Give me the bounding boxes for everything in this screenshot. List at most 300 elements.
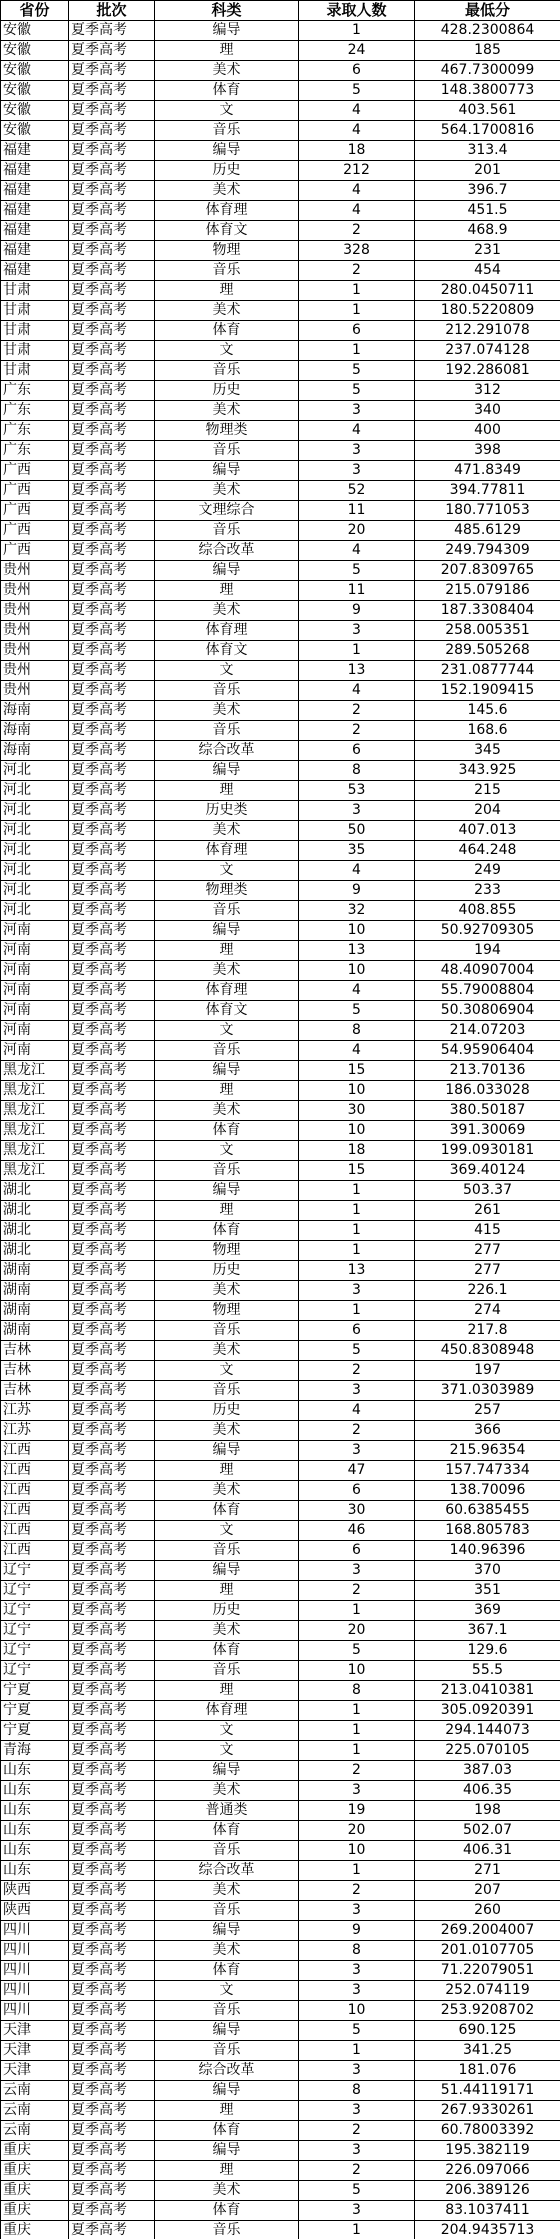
- cell-admitted-count[interactable]: 3: [299, 1561, 415, 1581]
- cell-min-score[interactable]: 214.07203: [415, 1021, 560, 1041]
- cell-batch[interactable]: 夏季高考: [69, 441, 155, 461]
- cell-category[interactable]: 体育: [155, 2121, 299, 2141]
- cell-admitted-count[interactable]: 5: [299, 2021, 415, 2041]
- cell-province[interactable]: 贵州: [1, 661, 69, 681]
- cell-category[interactable]: 音乐: [155, 121, 299, 141]
- cell-province[interactable]: 天津: [1, 2021, 69, 2041]
- cell-min-score[interactable]: 226.097066: [415, 2161, 560, 2181]
- cell-min-score[interactable]: 503.37: [415, 1181, 560, 1201]
- cell-admitted-count[interactable]: 4: [299, 201, 415, 221]
- cell-admitted-count[interactable]: 1: [299, 301, 415, 321]
- cell-category[interactable]: 文: [155, 1521, 299, 1541]
- cell-min-score[interactable]: 213.0410381: [415, 1681, 560, 1701]
- cell-batch[interactable]: 夏季高考: [69, 421, 155, 441]
- cell-category[interactable]: 历史: [155, 1401, 299, 1421]
- cell-batch[interactable]: 夏季高考: [69, 1561, 155, 1581]
- cell-province[interactable]: 宁夏: [1, 1721, 69, 1741]
- cell-admitted-count[interactable]: 4: [299, 421, 415, 441]
- cell-province[interactable]: 河南: [1, 981, 69, 1001]
- cell-min-score[interactable]: 454: [415, 261, 560, 281]
- cell-batch[interactable]: 夏季高考: [69, 621, 155, 641]
- cell-province[interactable]: 辽宁: [1, 1601, 69, 1621]
- cell-admitted-count[interactable]: 20: [299, 1821, 415, 1841]
- cell-min-score[interactable]: 367.1: [415, 1621, 560, 1641]
- cell-category[interactable]: 体育: [155, 2201, 299, 2221]
- cell-category[interactable]: 体育: [155, 1641, 299, 1661]
- cell-province[interactable]: 贵州: [1, 641, 69, 661]
- cell-min-score[interactable]: 55.79008804: [415, 981, 560, 1001]
- cell-category[interactable]: 体育理: [155, 621, 299, 641]
- cell-admitted-count[interactable]: 2: [299, 221, 415, 241]
- cell-province[interactable]: 安徽: [1, 81, 69, 101]
- cell-min-score[interactable]: 371.0303989: [415, 1381, 560, 1401]
- cell-batch[interactable]: 夏季高考: [69, 1621, 155, 1641]
- cell-batch[interactable]: 夏季高考: [69, 641, 155, 661]
- cell-batch[interactable]: 夏季高考: [69, 981, 155, 1001]
- cell-category[interactable]: 理: [155, 1201, 299, 1221]
- cell-min-score[interactable]: 289.505268: [415, 641, 560, 661]
- cell-admitted-count[interactable]: 10: [299, 1841, 415, 1861]
- cell-min-score[interactable]: 403.561: [415, 101, 560, 121]
- cell-province[interactable]: 河南: [1, 1041, 69, 1061]
- cell-min-score[interactable]: 180.771053: [415, 501, 560, 521]
- cell-min-score[interactable]: 60.6385455: [415, 1501, 560, 1521]
- cell-admitted-count[interactable]: 18: [299, 141, 415, 161]
- cell-admitted-count[interactable]: 3: [299, 1381, 415, 1401]
- cell-batch[interactable]: 夏季高考: [69, 1781, 155, 1801]
- cell-min-score[interactable]: 391.30069: [415, 1121, 560, 1141]
- cell-admitted-count[interactable]: 46: [299, 1521, 415, 1541]
- cell-admitted-count[interactable]: 9: [299, 1921, 415, 1941]
- cell-province[interactable]: 黑龙江: [1, 1081, 69, 1101]
- cell-batch[interactable]: 夏季高考: [69, 1941, 155, 1961]
- cell-batch[interactable]: 夏季高考: [69, 2001, 155, 2021]
- cell-min-score[interactable]: 217.8: [415, 1321, 560, 1341]
- header-category[interactable]: 科类: [155, 1, 299, 21]
- cell-min-score[interactable]: 450.8308948: [415, 1341, 560, 1361]
- cell-min-score[interactable]: 186.033028: [415, 1081, 560, 1101]
- cell-category[interactable]: 理: [155, 1681, 299, 1701]
- cell-admitted-count[interactable]: 10: [299, 2001, 415, 2021]
- cell-min-score[interactable]: 83.1037411: [415, 2201, 560, 2221]
- cell-min-score[interactable]: 464.248: [415, 841, 560, 861]
- cell-category[interactable]: 音乐: [155, 441, 299, 461]
- cell-batch[interactable]: 夏季高考: [69, 841, 155, 861]
- cell-category[interactable]: 音乐: [155, 901, 299, 921]
- cell-admitted-count[interactable]: 1: [299, 1241, 415, 1261]
- cell-admitted-count[interactable]: 5: [299, 81, 415, 101]
- cell-min-score[interactable]: 60.78003392: [415, 2121, 560, 2141]
- cell-min-score[interactable]: 213.70136: [415, 1061, 560, 1081]
- cell-batch[interactable]: 夏季高考: [69, 761, 155, 781]
- cell-admitted-count[interactable]: 1: [299, 1741, 415, 1761]
- cell-province[interactable]: 江西: [1, 1441, 69, 1461]
- cell-admitted-count[interactable]: 1: [299, 2221, 415, 2239]
- cell-admitted-count[interactable]: 3: [299, 401, 415, 421]
- cell-admitted-count[interactable]: 19: [299, 1801, 415, 1821]
- cell-province[interactable]: 江西: [1, 1541, 69, 1561]
- cell-province[interactable]: 湖南: [1, 1281, 69, 1301]
- cell-province[interactable]: 青海: [1, 1741, 69, 1761]
- cell-province[interactable]: 海南: [1, 701, 69, 721]
- cell-category[interactable]: 音乐: [155, 2221, 299, 2239]
- cell-batch[interactable]: 夏季高考: [69, 2021, 155, 2041]
- cell-province[interactable]: 河北: [1, 861, 69, 881]
- cell-min-score[interactable]: 54.95906404: [415, 1041, 560, 1061]
- cell-province[interactable]: 辽宁: [1, 1621, 69, 1641]
- cell-min-score[interactable]: 415: [415, 1221, 560, 1241]
- cell-province[interactable]: 河北: [1, 821, 69, 841]
- cell-province[interactable]: 河南: [1, 1021, 69, 1041]
- cell-min-score[interactable]: 212.291078: [415, 321, 560, 341]
- cell-category[interactable]: 文: [155, 861, 299, 881]
- cell-batch[interactable]: 夏季高考: [69, 101, 155, 121]
- cell-min-score[interactable]: 468.9: [415, 221, 560, 241]
- cell-admitted-count[interactable]: 2: [299, 1581, 415, 1601]
- cell-province[interactable]: 甘肃: [1, 301, 69, 321]
- cell-category[interactable]: 体育: [155, 1821, 299, 1841]
- cell-min-score[interactable]: 277: [415, 1261, 560, 1281]
- cell-batch[interactable]: 夏季高考: [69, 721, 155, 741]
- cell-province[interactable]: 吉林: [1, 1381, 69, 1401]
- cell-batch[interactable]: 夏季高考: [69, 2061, 155, 2081]
- cell-admitted-count[interactable]: 5: [299, 381, 415, 401]
- cell-admitted-count[interactable]: 11: [299, 581, 415, 601]
- cell-province[interactable]: 广东: [1, 401, 69, 421]
- cell-batch[interactable]: 夏季高考: [69, 701, 155, 721]
- cell-admitted-count[interactable]: 2: [299, 2121, 415, 2141]
- cell-batch[interactable]: 夏季高考: [69, 801, 155, 821]
- cell-admitted-count[interactable]: 1: [299, 1181, 415, 1201]
- cell-province[interactable]: 湖北: [1, 1221, 69, 1241]
- cell-batch[interactable]: 夏季高考: [69, 1421, 155, 1441]
- cell-min-score[interactable]: 253.9208702: [415, 2001, 560, 2021]
- cell-admitted-count[interactable]: 1: [299, 1301, 415, 1321]
- cell-province[interactable]: 贵州: [1, 681, 69, 701]
- cell-batch[interactable]: 夏季高考: [69, 541, 155, 561]
- cell-min-score[interactable]: 564.1700816: [415, 121, 560, 141]
- cell-province[interactable]: 河北: [1, 801, 69, 821]
- cell-admitted-count[interactable]: 6: [299, 1481, 415, 1501]
- cell-category[interactable]: 体育: [155, 81, 299, 101]
- cell-batch[interactable]: 夏季高考: [69, 461, 155, 481]
- cell-province[interactable]: 湖北: [1, 1181, 69, 1201]
- cell-category[interactable]: 音乐: [155, 1321, 299, 1341]
- cell-province[interactable]: 广西: [1, 541, 69, 561]
- header-province[interactable]: 省份: [1, 1, 69, 21]
- cell-batch[interactable]: 夏季高考: [69, 181, 155, 201]
- cell-province[interactable]: 重庆: [1, 2181, 69, 2201]
- cell-admitted-count[interactable]: 3: [299, 2141, 415, 2161]
- cell-min-score[interactable]: 341.25: [415, 2041, 560, 2061]
- cell-admitted-count[interactable]: 10: [299, 1121, 415, 1141]
- cell-min-score[interactable]: 261: [415, 1201, 560, 1221]
- cell-province[interactable]: 广西: [1, 461, 69, 481]
- cell-batch[interactable]: 夏季高考: [69, 561, 155, 581]
- cell-min-score[interactable]: 168.6: [415, 721, 560, 741]
- cell-province[interactable]: 贵州: [1, 581, 69, 601]
- cell-province[interactable]: 四川: [1, 1921, 69, 1941]
- cell-batch[interactable]: 夏季高考: [69, 481, 155, 501]
- header-min-score[interactable]: 最低分: [415, 1, 560, 21]
- cell-admitted-count[interactable]: 5: [299, 1341, 415, 1361]
- cell-min-score[interactable]: 271: [415, 1861, 560, 1881]
- cell-category[interactable]: 物理类: [155, 421, 299, 441]
- cell-province[interactable]: 黑龙江: [1, 1061, 69, 1081]
- cell-admitted-count[interactable]: 32: [299, 901, 415, 921]
- cell-admitted-count[interactable]: 3: [299, 1781, 415, 1801]
- cell-category[interactable]: 综合改革: [155, 741, 299, 761]
- cell-admitted-count[interactable]: 5: [299, 561, 415, 581]
- cell-category[interactable]: 物理: [155, 1301, 299, 1321]
- cell-batch[interactable]: 夏季高考: [69, 341, 155, 361]
- cell-admitted-count[interactable]: 18: [299, 1141, 415, 1161]
- cell-category[interactable]: 编导: [155, 1561, 299, 1581]
- cell-province[interactable]: 湖南: [1, 1261, 69, 1281]
- cell-batch[interactable]: 夏季高考: [69, 1441, 155, 1461]
- cell-min-score[interactable]: 260: [415, 1901, 560, 1921]
- cell-admitted-count[interactable]: 13: [299, 1261, 415, 1281]
- cell-batch[interactable]: 夏季高考: [69, 1181, 155, 1201]
- cell-province[interactable]: 安徽: [1, 61, 69, 81]
- cell-province[interactable]: 湖北: [1, 1241, 69, 1261]
- cell-category[interactable]: 音乐: [155, 1041, 299, 1061]
- cell-min-score[interactable]: 198: [415, 1801, 560, 1821]
- cell-category[interactable]: 编导: [155, 2141, 299, 2161]
- cell-category[interactable]: 编导: [155, 21, 299, 41]
- header-batch[interactable]: 批次: [69, 1, 155, 21]
- cell-province[interactable]: 河北: [1, 841, 69, 861]
- cell-batch[interactable]: 夏季高考: [69, 1121, 155, 1141]
- cell-min-score[interactable]: 351: [415, 1581, 560, 1601]
- cell-min-score[interactable]: 237.074128: [415, 341, 560, 361]
- cell-province[interactable]: 河南: [1, 941, 69, 961]
- cell-category[interactable]: 体育文: [155, 641, 299, 661]
- cell-admitted-count[interactable]: 4: [299, 181, 415, 201]
- cell-batch[interactable]: 夏季高考: [69, 1921, 155, 1941]
- cell-province[interactable]: 福建: [1, 161, 69, 181]
- cell-category[interactable]: 美术: [155, 821, 299, 841]
- cell-batch[interactable]: 夏季高考: [69, 1081, 155, 1101]
- cell-admitted-count[interactable]: 9: [299, 601, 415, 621]
- cell-admitted-count[interactable]: 6: [299, 741, 415, 761]
- cell-category[interactable]: 美术: [155, 481, 299, 501]
- cell-batch[interactable]: 夏季高考: [69, 1001, 155, 1021]
- cell-batch[interactable]: 夏季高考: [69, 321, 155, 341]
- cell-admitted-count[interactable]: 2: [299, 1361, 415, 1381]
- cell-province[interactable]: 福建: [1, 261, 69, 281]
- cell-min-score[interactable]: 197: [415, 1361, 560, 1381]
- cell-admitted-count[interactable]: 13: [299, 661, 415, 681]
- cell-min-score[interactable]: 148.3800773: [415, 81, 560, 101]
- cell-batch[interactable]: 夏季高考: [69, 1281, 155, 1301]
- cell-province[interactable]: 山东: [1, 1781, 69, 1801]
- cell-min-score[interactable]: 226.1: [415, 1281, 560, 1301]
- cell-batch[interactable]: 夏季高考: [69, 221, 155, 241]
- cell-province[interactable]: 陕西: [1, 1881, 69, 1901]
- cell-min-score[interactable]: 225.070105: [415, 1741, 560, 1761]
- cell-batch[interactable]: 夏季高考: [69, 901, 155, 921]
- cell-category[interactable]: 编导: [155, 141, 299, 161]
- cell-province[interactable]: 湖南: [1, 1321, 69, 1341]
- cell-province[interactable]: 黑龙江: [1, 1161, 69, 1181]
- cell-admitted-count[interactable]: 1: [299, 1861, 415, 1881]
- cell-min-score[interactable]: 277: [415, 1241, 560, 1261]
- cell-category[interactable]: 编导: [155, 921, 299, 941]
- cell-province[interactable]: 海南: [1, 741, 69, 761]
- cell-batch[interactable]: 夏季高考: [69, 1661, 155, 1681]
- cell-batch[interactable]: 夏季高考: [69, 1521, 155, 1541]
- cell-province[interactable]: 甘肃: [1, 361, 69, 381]
- cell-category[interactable]: 理: [155, 941, 299, 961]
- cell-category[interactable]: 体育文: [155, 1001, 299, 1021]
- cell-category[interactable]: 美术: [155, 1421, 299, 1441]
- cell-min-score[interactable]: 215: [415, 781, 560, 801]
- cell-min-score[interactable]: 280.0450711: [415, 281, 560, 301]
- cell-category[interactable]: 编导: [155, 1921, 299, 1941]
- cell-category[interactable]: 普通类: [155, 1801, 299, 1821]
- cell-category[interactable]: 理: [155, 2101, 299, 2121]
- cell-min-score[interactable]: 233: [415, 881, 560, 901]
- cell-province[interactable]: 海南: [1, 721, 69, 741]
- cell-admitted-count[interactable]: 47: [299, 1461, 415, 1481]
- cell-batch[interactable]: 夏季高考: [69, 1261, 155, 1281]
- cell-category[interactable]: 音乐: [155, 2041, 299, 2061]
- cell-min-score[interactable]: 51.44119171: [415, 2081, 560, 2101]
- cell-admitted-count[interactable]: 2: [299, 701, 415, 721]
- cell-admitted-count[interactable]: 1: [299, 21, 415, 41]
- cell-province[interactable]: 广西: [1, 481, 69, 501]
- cell-batch[interactable]: 夏季高考: [69, 1601, 155, 1621]
- cell-batch[interactable]: 夏季高考: [69, 1221, 155, 1241]
- cell-province[interactable]: 河北: [1, 881, 69, 901]
- cell-province[interactable]: 河南: [1, 1001, 69, 1021]
- cell-province[interactable]: 云南: [1, 2101, 69, 2121]
- cell-admitted-count[interactable]: 8: [299, 761, 415, 781]
- cell-category[interactable]: 理: [155, 281, 299, 301]
- cell-admitted-count[interactable]: 3: [299, 1441, 415, 1461]
- cell-min-score[interactable]: 407.013: [415, 821, 560, 841]
- cell-admitted-count[interactable]: 5: [299, 1001, 415, 1021]
- cell-admitted-count[interactable]: 30: [299, 1101, 415, 1121]
- cell-min-score[interactable]: 394.77811: [415, 481, 560, 501]
- cell-min-score[interactable]: 201.0107705: [415, 1941, 560, 1961]
- cell-category[interactable]: 文: [155, 341, 299, 361]
- cell-min-score[interactable]: 181.076: [415, 2061, 560, 2081]
- cell-category[interactable]: 历史类: [155, 801, 299, 821]
- cell-category[interactable]: 历史: [155, 381, 299, 401]
- cell-min-score[interactable]: 467.7300099: [415, 61, 560, 81]
- cell-min-score[interactable]: 387.03: [415, 1761, 560, 1781]
- cell-category[interactable]: 文: [155, 1361, 299, 1381]
- cell-admitted-count[interactable]: 15: [299, 1061, 415, 1081]
- cell-min-score[interactable]: 398: [415, 441, 560, 461]
- cell-batch[interactable]: 夏季高考: [69, 1861, 155, 1881]
- cell-category[interactable]: 音乐: [155, 261, 299, 281]
- cell-batch[interactable]: 夏季高考: [69, 261, 155, 281]
- cell-province[interactable]: 天津: [1, 2041, 69, 2061]
- cell-min-score[interactable]: 258.005351: [415, 621, 560, 641]
- cell-min-score[interactable]: 194: [415, 941, 560, 961]
- cell-admitted-count[interactable]: 1: [299, 2041, 415, 2061]
- cell-admitted-count[interactable]: 3: [299, 801, 415, 821]
- cell-category[interactable]: 美术: [155, 401, 299, 421]
- cell-batch[interactable]: 夏季高考: [69, 361, 155, 381]
- cell-min-score[interactable]: 380.50187: [415, 1101, 560, 1121]
- cell-province[interactable]: 安徽: [1, 41, 69, 61]
- cell-min-score[interactable]: 48.40907004: [415, 961, 560, 981]
- cell-batch[interactable]: 夏季高考: [69, 1301, 155, 1321]
- cell-province[interactable]: 甘肃: [1, 281, 69, 301]
- cell-admitted-count[interactable]: 8: [299, 1021, 415, 1041]
- cell-admitted-count[interactable]: 1: [299, 341, 415, 361]
- cell-admitted-count[interactable]: 6: [299, 1321, 415, 1341]
- cell-admitted-count[interactable]: 1: [299, 1721, 415, 1741]
- cell-admitted-count[interactable]: 2: [299, 1421, 415, 1441]
- cell-category[interactable]: 文: [155, 661, 299, 681]
- cell-batch[interactable]: 夏季高考: [69, 741, 155, 761]
- cell-min-score[interactable]: 257: [415, 1401, 560, 1421]
- cell-admitted-count[interactable]: 3: [299, 1961, 415, 1981]
- cell-province[interactable]: 贵州: [1, 601, 69, 621]
- cell-admitted-count[interactable]: 2: [299, 261, 415, 281]
- cell-province[interactable]: 云南: [1, 2081, 69, 2101]
- cell-batch[interactable]: 夏季高考: [69, 1321, 155, 1341]
- cell-province[interactable]: 河南: [1, 961, 69, 981]
- cell-min-score[interactable]: 152.1909415: [415, 681, 560, 701]
- cell-admitted-count[interactable]: 20: [299, 1621, 415, 1641]
- cell-province[interactable]: 宁夏: [1, 1681, 69, 1701]
- cell-category[interactable]: 美术: [155, 701, 299, 721]
- cell-category[interactable]: 音乐: [155, 1541, 299, 1561]
- cell-batch[interactable]: 夏季高考: [69, 141, 155, 161]
- cell-admitted-count[interactable]: 4: [299, 121, 415, 141]
- cell-category[interactable]: 理: [155, 581, 299, 601]
- cell-batch[interactable]: 夏季高考: [69, 81, 155, 101]
- cell-category[interactable]: 编导: [155, 2021, 299, 2041]
- cell-province[interactable]: 广东: [1, 441, 69, 461]
- cell-admitted-count[interactable]: 15: [299, 1161, 415, 1181]
- cell-batch[interactable]: 夏季高考: [69, 121, 155, 141]
- cell-province[interactable]: 山东: [1, 1841, 69, 1861]
- cell-category[interactable]: 音乐: [155, 361, 299, 381]
- cell-province[interactable]: 江西: [1, 1481, 69, 1501]
- cell-category[interactable]: 编导: [155, 1761, 299, 1781]
- cell-batch[interactable]: 夏季高考: [69, 21, 155, 41]
- cell-admitted-count[interactable]: 2: [299, 1881, 415, 1901]
- cell-category[interactable]: 综合改革: [155, 541, 299, 561]
- cell-category[interactable]: 音乐: [155, 1661, 299, 1681]
- cell-admitted-count[interactable]: 6: [299, 61, 415, 81]
- cell-category[interactable]: 理: [155, 1461, 299, 1481]
- cell-province[interactable]: 山东: [1, 1821, 69, 1841]
- cell-min-score[interactable]: 294.144073: [415, 1721, 560, 1741]
- cell-category[interactable]: 综合改革: [155, 1861, 299, 1881]
- cell-batch[interactable]: 夏季高考: [69, 1401, 155, 1421]
- cell-min-score[interactable]: 71.22079051: [415, 1961, 560, 1981]
- cell-min-score[interactable]: 274: [415, 1301, 560, 1321]
- cell-batch[interactable]: 夏季高考: [69, 1541, 155, 1561]
- cell-category[interactable]: 理: [155, 1081, 299, 1101]
- cell-category[interactable]: 体育理: [155, 841, 299, 861]
- cell-admitted-count[interactable]: 50: [299, 821, 415, 841]
- cell-category[interactable]: 编导: [155, 1441, 299, 1461]
- cell-province[interactable]: 重庆: [1, 2201, 69, 2221]
- cell-batch[interactable]: 夏季高考: [69, 1821, 155, 1841]
- cell-min-score[interactable]: 249.794309: [415, 541, 560, 561]
- cell-batch[interactable]: 夏季高考: [69, 941, 155, 961]
- cell-category[interactable]: 音乐: [155, 1841, 299, 1861]
